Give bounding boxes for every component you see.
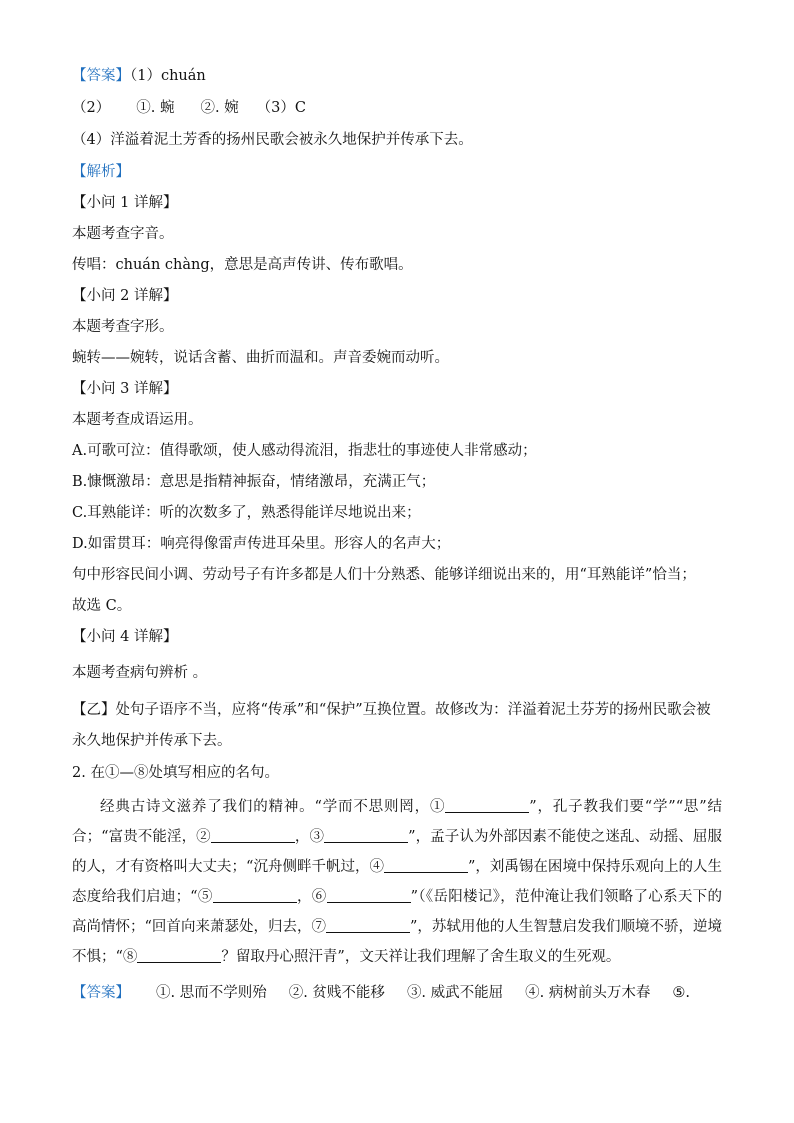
passage-part-5: ”，刘禹锡在困境中保持乐观向上的人生态度给我们启迪；“⑤: [72, 859, 722, 905]
sub4-text-b1: 【乙】处句子语序不当，应将“传承”和“保护”互换位置。故修改为：洋溢着泥土芬芳的扬州民歌会被: [72, 702, 711, 718]
sub2-text-a: 本题考查字形。: [72, 319, 174, 335]
sub3-text-a: 本题考查成语运用。: [72, 412, 203, 428]
answer-q2-b: ②. 婉: [200, 100, 239, 116]
sub1-text-b: 传唱：chuán chàng，意思是高声传讲、传布歌唱。: [72, 257, 413, 273]
analysis-tag: 【解析】: [72, 164, 130, 180]
answer-line-3: [72, 130, 722, 150]
answer-q4: （4）洋溢着泥土芳香的扬州民歌会被永久地保护并传承下去。: [72, 132, 473, 148]
blank-5: [213, 886, 297, 903]
sub3-option-b: B.慷慨激昂：意思是指精神振奋，情绪激昂，充满正气；: [72, 474, 436, 490]
answer-q1: （1）chuán: [130, 68, 206, 84]
blank-6: [327, 886, 411, 903]
blank-1: [445, 796, 529, 813]
sub1-text-a: 本题考查字音。: [72, 226, 174, 242]
sub3-text-f: 故选 C。: [72, 598, 132, 614]
blank-7: [326, 916, 410, 933]
sub1-heading: 【小问 1 详解】: [72, 195, 178, 211]
sub3-option-d: D.如雷贯耳：响亮得像雷声传进耳朵里。形容人的名声大；: [72, 536, 451, 552]
passage-part-3: ，③: [294, 829, 325, 845]
sub4-heading: 【小问 4 详解】: [72, 629, 178, 645]
passage-part-7: ”（《岳阳楼记》，范仲淹让我们领略了心系天下的高尚情怀；“回首向来萧瑟处，归去，⑦: [72, 889, 722, 935]
passage-part-9: ？留取丹心照汗青”，文天祥让我们理解了舍生取义的生死观。: [221, 949, 621, 965]
answer2-item-3: ③. 威武不能屈: [406, 985, 504, 1001]
blank-3: [324, 826, 408, 843]
sub3-option-c: C.耳熟能详：听的次数多了，熟悉得能详尽地说出来；: [72, 505, 421, 521]
answer2-item-2: ②. 贫贱不能移: [288, 985, 385, 1001]
question2-title: 2. 在①—⑧处填写相应的名句。: [72, 765, 279, 781]
question2-passage: [72, 792, 722, 972]
answer2-tag: 【答案】: [72, 985, 130, 1001]
blank-4: [384, 856, 468, 873]
sub2-text-b: 蜿转——婉转，说话含蓄、曲折而温和。声音委婉而动听。: [72, 350, 449, 366]
sub4-text-b2: 永久地保护并传承下去。: [72, 733, 232, 749]
answer2-line: [72, 983, 722, 1003]
passage-part-1: 经典古诗文滋养了我们的精神。“学而不思则罔，①: [100, 799, 446, 815]
answer-q2-label: （2）: [72, 100, 111, 116]
answer-q3: （3）C: [256, 100, 306, 116]
passage-part-4: ”，孟子认为外部因素不能使之迷乱、动摇、屈服的人，才有资格叫大丈夫；“沉舟侧畔千帆过，④: [72, 829, 722, 875]
passage-part-8: ”，苏轼用他的人生智慧启发我们顺境不骄，逆境不惧；“⑧: [72, 919, 722, 965]
answer2-item-4: ④. 病树前头万木春: [525, 985, 651, 1001]
sub2-heading: 【小问 2 详解】: [72, 288, 178, 304]
blank-2: [211, 826, 295, 843]
answer2-item-5: ⑤.: [672, 985, 690, 1001]
sub3-heading: 【小问 3 详解】: [72, 381, 178, 397]
blank-8: [137, 946, 221, 963]
sub3-option-a: A.可歌可泣：值得歌颂，使人感动得流泪，指悲壮的事迹使人非常感动；: [72, 443, 537, 459]
sub3-text-e: 句中形容民间小调、劳动号子有许多都是人们十分熟悉、能够详细说出来的，用“耳熟能详”恰当；: [72, 567, 696, 583]
passage-part-2: ”，孔子教我们要“学”“思”结合；“富贵不能淫，②: [72, 799, 722, 845]
answer-line-2: [72, 98, 722, 118]
answer-q2-a: ①. 蜿: [136, 100, 175, 116]
answer2-item-1: ①. 思而不学则殆: [156, 985, 267, 1001]
answer-line-1: [72, 66, 722, 86]
passage-part-6: ，⑥: [296, 889, 327, 905]
answer-tag: 【答案】: [72, 68, 130, 84]
sub4-text-a: 本题考查病句辨析 。: [72, 665, 208, 681]
